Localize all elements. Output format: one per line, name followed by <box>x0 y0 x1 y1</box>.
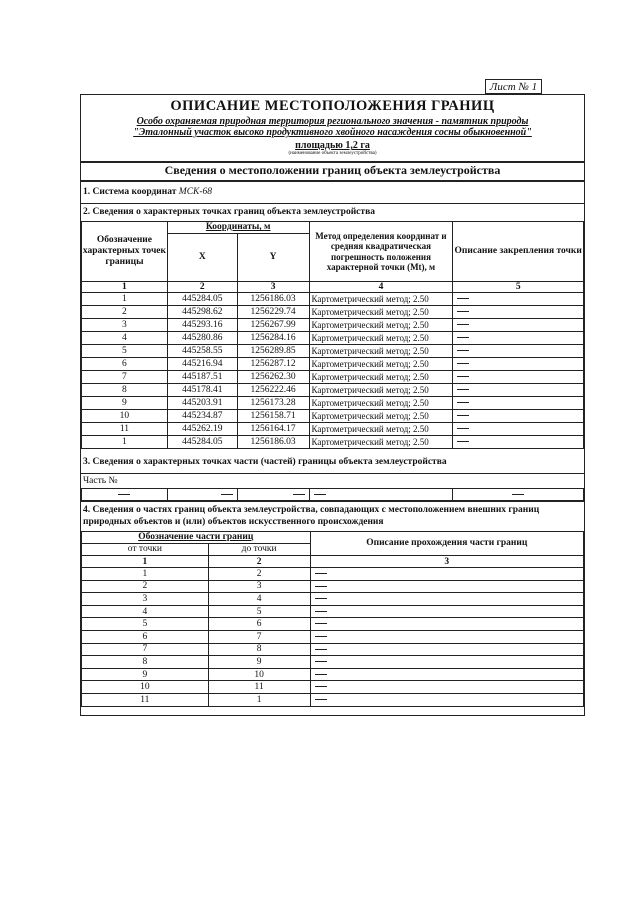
x-cell: 445284.05 <box>167 436 237 449</box>
empty-cell <box>167 489 237 501</box>
method-cell: Картометрический метод; 2.50 <box>309 332 453 345</box>
y-cell: 1256164.17 <box>237 423 309 436</box>
column-number: 3 <box>310 556 583 568</box>
table-row <box>82 656 584 669</box>
y-cell: 1256173.28 <box>237 397 309 410</box>
passage-description-cell <box>310 681 583 694</box>
to-point-cell: 5 <box>208 605 310 618</box>
from-point-cell: 7 <box>82 643 209 656</box>
x-cell: 445234.87 <box>167 410 237 423</box>
divider <box>81 473 584 474</box>
table-row <box>82 306 584 319</box>
column-number: 1 <box>82 556 209 568</box>
table-row <box>82 397 584 410</box>
method-cell: Картометрический метод; 2.50 <box>309 371 453 384</box>
from-point-cell: 3 <box>82 593 209 606</box>
fixation-cell <box>453 371 584 384</box>
table-row <box>82 384 584 397</box>
object-line-2: "Эталонный участок высоко продуктивного хвойного насаждения сосны обыкновенной" <box>133 127 532 138</box>
from-point-cell: 2 <box>82 580 209 593</box>
x-cell: 445284.05 <box>167 293 237 306</box>
document-title: ОПИСАНИЕ МЕСТОПОЛОЖЕНИЯ ГРАНИЦ <box>170 98 495 114</box>
from-point-cell: 6 <box>82 630 209 643</box>
divider <box>81 203 584 204</box>
x-cell: 445187.51 <box>167 371 237 384</box>
y-cell: 1256158.71 <box>237 410 309 423</box>
table-row <box>82 605 584 618</box>
to-point-cell: 11 <box>208 681 310 694</box>
x-cell: 445216.94 <box>167 358 237 371</box>
x-cell: 445293.16 <box>167 319 237 332</box>
object-line-1: Особо охраняемая природная территория регионального значения - памятник природы <box>136 116 529 127</box>
to-point-cell: 7 <box>208 630 310 643</box>
x-cell: 445203.91 <box>167 397 237 410</box>
from-point-cell: 8 <box>82 656 209 669</box>
table-row <box>82 668 584 681</box>
from-point-cell: 4 <box>82 605 209 618</box>
passage-description-cell <box>310 593 583 606</box>
section-title: Сведения о местоположении границ объекта землеустройства <box>164 163 501 177</box>
empty-cell <box>453 489 584 501</box>
method-cell: Картометрический метод; 2.50 <box>309 358 453 371</box>
col-part-desc-header: Описание прохождения части границ <box>310 532 583 556</box>
divider <box>81 180 584 182</box>
y-cell: 1256186.03 <box>237 293 309 306</box>
point-cell: 3 <box>82 319 168 332</box>
table-row <box>82 436 584 449</box>
coordinate-system-value: МСК-68 <box>178 187 213 197</box>
point-cell: 7 <box>82 371 168 384</box>
fixation-cell <box>453 332 584 345</box>
x-cell: 445262.19 <box>167 423 237 436</box>
fixation-cell <box>453 293 584 306</box>
point-cell: 4 <box>82 332 168 345</box>
passage-description-cell <box>310 693 583 706</box>
table-row <box>82 345 584 358</box>
to-point-cell: 10 <box>208 668 310 681</box>
col-part-group-header: Обозначение части границ <box>82 532 311 544</box>
col-desc-header: Описание закрепления точки <box>453 222 584 282</box>
fixation-cell <box>453 319 584 332</box>
table-row <box>82 293 584 306</box>
passage-description-cell <box>310 618 583 631</box>
point-cell: 5 <box>82 345 168 358</box>
x-cell: 445280.86 <box>167 332 237 345</box>
y-cell: 1256289.85 <box>237 345 309 358</box>
column-number: 2 <box>167 282 237 293</box>
point-cell: 2 <box>82 306 168 319</box>
fixation-cell <box>453 358 584 371</box>
from-point-cell: 9 <box>82 668 209 681</box>
column-number: 3 <box>237 282 309 293</box>
y-cell: 1256222.46 <box>237 384 309 397</box>
x-cell: 445258.55 <box>167 345 237 358</box>
y-cell: 1256284.16 <box>237 332 309 345</box>
col-coords-header: Координаты, м <box>167 222 309 234</box>
point-cell: 1 <box>82 293 168 306</box>
method-cell: Картометрический метод; 2.50 <box>309 397 453 410</box>
table-row <box>82 643 584 656</box>
column-number: 2 <box>208 556 310 568</box>
table-row <box>82 319 584 332</box>
point-cell: 8 <box>82 384 168 397</box>
x-cell: 445298.62 <box>167 306 237 319</box>
passage-description-cell <box>310 630 583 643</box>
y-cell: 1256262.30 <box>237 371 309 384</box>
col-y-header: Y <box>237 234 309 282</box>
method-cell: Картометрический метод; 2.50 <box>309 410 453 423</box>
column-number: 4 <box>309 282 453 293</box>
passage-description-cell <box>310 580 583 593</box>
section-4-title: 4. Сведения о частях границ объекта землеустройства, совпадающих с местоположением внешних границ природных объектов и (или) объектов искусственного происхождения <box>83 505 540 527</box>
passage-description-cell <box>310 643 583 656</box>
y-cell: 1256267.99 <box>237 319 309 332</box>
coordinate-system <box>83 187 212 197</box>
table-row <box>82 580 584 593</box>
coordinate-system-label: 1. Система координат <box>83 187 179 197</box>
to-point-cell: 9 <box>208 656 310 669</box>
from-point-cell: 10 <box>82 681 209 694</box>
section-3-title: 3. Сведения о характерных точках части (частей) границы объекта землеустройства <box>83 457 447 467</box>
points-table <box>81 221 584 449</box>
section-2-title: 2. Сведения о характерных точках границ объекта землеустройства <box>83 207 375 217</box>
fixation-cell <box>453 423 584 436</box>
fixation-cell <box>453 306 584 319</box>
point-cell: 1 <box>82 436 168 449</box>
col-x-header: X <box>167 234 237 282</box>
table-row <box>82 358 584 371</box>
from-point-cell: 1 <box>82 568 209 581</box>
passage-description-cell <box>310 568 583 581</box>
col-to-header: до точки <box>208 544 310 556</box>
y-cell: 1256287.12 <box>237 358 309 371</box>
table-row <box>82 371 584 384</box>
fixation-cell <box>453 345 584 358</box>
point-cell: 10 <box>82 410 168 423</box>
table-row <box>82 568 584 581</box>
col-from-header: от точки <box>82 544 209 556</box>
point-cell: 11 <box>82 423 168 436</box>
table-row <box>82 423 584 436</box>
method-cell: Картометрический метод; 2.50 <box>309 384 453 397</box>
point-cell: 6 <box>82 358 168 371</box>
table-row <box>82 593 584 606</box>
table-row <box>82 332 584 345</box>
from-point-cell: 5 <box>82 618 209 631</box>
fixation-cell <box>453 384 584 397</box>
to-point-cell: 3 <box>208 580 310 593</box>
y-cell: 1256186.03 <box>237 436 309 449</box>
method-cell: Картометрический метод; 2.50 <box>309 436 453 449</box>
passage-description-cell <box>310 656 583 669</box>
to-point-cell: 1 <box>208 693 310 706</box>
point-cell: 9 <box>82 397 168 410</box>
y-cell: 1256229.74 <box>237 306 309 319</box>
to-point-cell: 4 <box>208 593 310 606</box>
object-area: площадью 1,2 га <box>295 140 370 151</box>
empty-cell <box>309 489 453 501</box>
column-number: 1 <box>82 282 168 293</box>
method-cell: Картометрический метод; 2.50 <box>309 345 453 358</box>
method-cell: Картометрический метод; 2.50 <box>309 293 453 306</box>
to-point-cell: 6 <box>208 618 310 631</box>
table-row <box>82 630 584 643</box>
fixation-cell <box>453 410 584 423</box>
empty-cell <box>237 489 309 501</box>
table-row <box>82 618 584 631</box>
passage-description-cell <box>310 668 583 681</box>
x-cell: 445178.41 <box>167 384 237 397</box>
to-point-cell: 8 <box>208 643 310 656</box>
table-row <box>82 681 584 694</box>
document-frame <box>80 94 585 716</box>
to-point-cell: 2 <box>208 568 310 581</box>
table-row <box>82 410 584 423</box>
sheet-label: Лист № 1 <box>485 79 542 94</box>
part-number-label: Часть № <box>83 476 118 486</box>
divider <box>81 501 584 502</box>
part-points-table <box>81 488 584 501</box>
empty-cell <box>82 489 168 501</box>
object-caption: (наименование объекта землеустройства) <box>288 151 377 156</box>
fixation-cell <box>453 436 584 449</box>
method-cell: Картометрический метод; 2.50 <box>309 423 453 436</box>
fixation-cell <box>453 397 584 410</box>
column-number: 5 <box>453 282 584 293</box>
method-cell: Картометрический метод; 2.50 <box>309 319 453 332</box>
boundary-parts-table <box>81 531 584 707</box>
table-row <box>82 693 584 706</box>
method-cell: Картометрический метод; 2.50 <box>309 306 453 319</box>
col-point-header: Обозначение характерных точек границы <box>82 222 168 282</box>
passage-description-cell <box>310 605 583 618</box>
col-method-header: Метод определения координат и средняя квадратическая погрешность положения характерной точки (Mt), м <box>309 222 453 282</box>
from-point-cell: 11 <box>82 693 209 706</box>
